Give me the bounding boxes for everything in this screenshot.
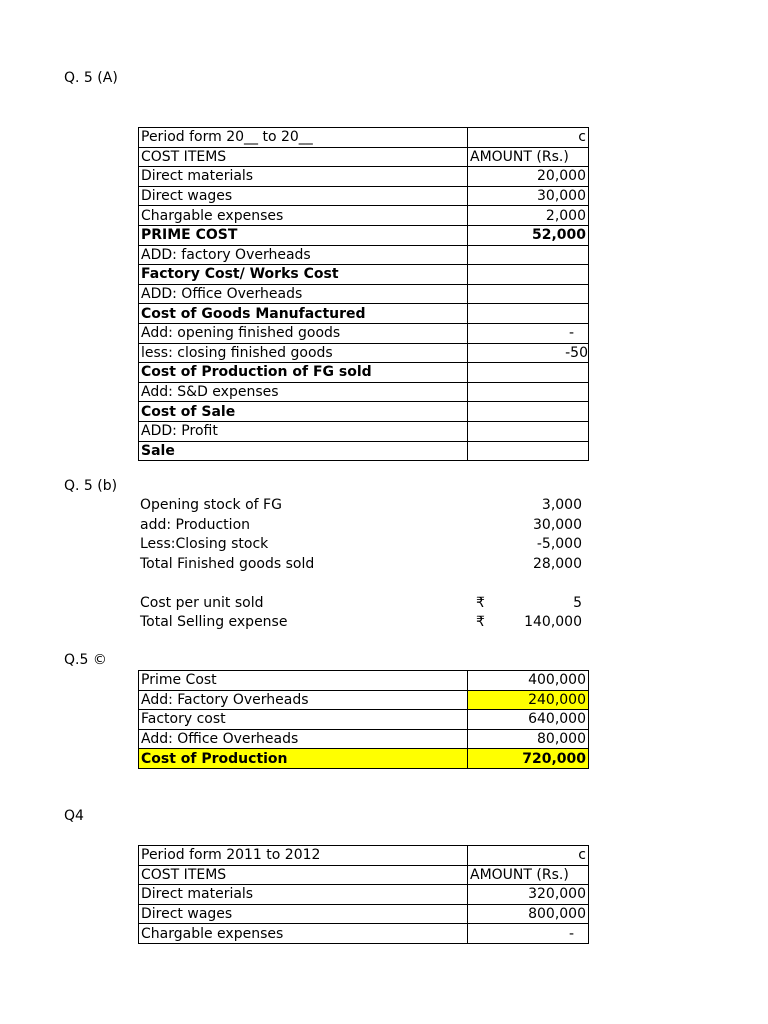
period-right-cell: c (468, 846, 589, 866)
q5c-heading: Q.5 © (64, 652, 107, 668)
q5b-calculation (140, 496, 584, 633)
item-value: -5,000 (536, 536, 582, 552)
row-value: 640,000 (468, 710, 589, 730)
item-label: Cost per unit sold (140, 594, 264, 611)
row-label: Add: Office Overheads (139, 729, 468, 749)
cost-items-header: COST ITEMS (139, 147, 468, 167)
row-value: - (468, 323, 589, 343)
q5c-cost-table (138, 670, 589, 769)
row-value (468, 363, 589, 383)
row-label: Cost of Production of FG sold (139, 363, 468, 383)
table-row (139, 885, 589, 905)
row-label: Factory Cost/ Works Cost (139, 265, 468, 285)
row-value: 720,000 (468, 749, 589, 769)
cost-items-header: COST ITEMS (139, 865, 468, 885)
table-row (139, 245, 589, 265)
item-value: 28,000 (533, 555, 582, 572)
table-header-row (139, 147, 589, 167)
table-row (139, 343, 589, 363)
list-item (140, 516, 584, 536)
item-label: Less:Closing stock (140, 536, 269, 552)
row-value (468, 402, 589, 422)
row-label: Cost of Production (139, 749, 468, 769)
q4-heading: Q4 (64, 808, 84, 824)
row-label: Factory cost (139, 710, 468, 730)
row-label: ADD: factory Overheads (139, 245, 468, 265)
row-value: 2,000 (468, 206, 589, 226)
table-row (139, 710, 589, 730)
row-label: Add: opening finished goods (139, 323, 468, 343)
row-label: Direct wages (139, 186, 468, 206)
rupee-symbol: ₹ (476, 594, 485, 611)
table-row (139, 206, 589, 226)
row-label: Chargable expenses (139, 206, 468, 226)
table-row (139, 284, 589, 304)
table-row-total (139, 441, 589, 461)
amount-header: AMOUNT (Rs.) (468, 147, 589, 167)
row-value-highlighted: 240,000 (468, 690, 589, 710)
table-row-total (139, 363, 589, 383)
row-value (468, 304, 589, 324)
table-row (139, 167, 589, 187)
row-value: 20,000 (468, 167, 589, 187)
row-label: Add: Factory Overheads (139, 690, 468, 710)
table-row-total (139, 304, 589, 324)
list-item-blank (140, 574, 584, 594)
row-label: less: closing finished goods (139, 343, 468, 363)
period-label: Period form 20__ to 20__ (139, 128, 468, 148)
table-row (139, 128, 589, 148)
row-value (468, 284, 589, 304)
q5a-heading: Q. 5 (A) (64, 70, 118, 86)
item-value: 3,000 (541, 497, 582, 513)
rupee-symbol: ₹ (476, 614, 485, 630)
list-item (140, 613, 584, 633)
item-label: Total Selling expense (140, 614, 288, 630)
row-value (468, 441, 589, 461)
row-value (468, 382, 589, 402)
row-value: 800,000 (468, 904, 589, 924)
table-row (139, 729, 589, 749)
item-label: Opening stock of FG (140, 497, 282, 513)
period-label: Period form 2011 to 2012 (139, 846, 468, 866)
row-value: 30,000 (468, 186, 589, 206)
table-row (139, 924, 589, 944)
row-label: ADD: Profit (139, 421, 468, 441)
table-row-total (139, 402, 589, 422)
table-row (139, 904, 589, 924)
list-item (140, 496, 584, 516)
row-value: 320,000 (468, 885, 589, 905)
q5a-cost-sheet-table (138, 127, 589, 461)
table-row (139, 186, 589, 206)
item-value: 5 (573, 594, 582, 611)
row-label: Add: S&D expenses (139, 382, 468, 402)
q4-cost-sheet-table (138, 845, 589, 944)
row-label: Direct wages (139, 904, 468, 924)
row-label: Cost of Goods Manufactured (139, 304, 468, 324)
table-row (139, 323, 589, 343)
list-item (140, 535, 584, 555)
row-value (468, 245, 589, 265)
row-value: 52,000 (468, 225, 589, 245)
table-row (139, 421, 589, 441)
table-row-total (139, 265, 589, 285)
item-label: Total Finished goods sold (140, 555, 315, 572)
table-row (139, 671, 589, 691)
item-value: 30,000 (533, 516, 582, 533)
row-label: Chargable expenses (139, 924, 468, 944)
row-label: Direct materials (139, 885, 468, 905)
row-value: 400,000 (468, 671, 589, 691)
period-right-cell: c (468, 128, 589, 148)
row-label: Prime Cost (139, 671, 468, 691)
row-label: Direct materials (139, 167, 468, 187)
row-label: ADD: Office Overheads (139, 284, 468, 304)
table-header-row (139, 865, 589, 885)
table-row-total (139, 225, 589, 245)
row-value: - (468, 924, 589, 944)
item-label: add: Production (140, 516, 251, 533)
row-label: Cost of Sale (139, 402, 468, 422)
row-value (468, 265, 589, 285)
row-label: PRIME COST (139, 225, 468, 245)
list-item (140, 594, 584, 614)
amount-header: AMOUNT (Rs.) (468, 865, 589, 885)
q5b-heading: Q. 5 (b) (64, 478, 118, 494)
row-value: -50 (468, 343, 589, 363)
row-value: 80,000 (468, 729, 589, 749)
item-value: 140,000 (524, 614, 582, 630)
list-item (140, 555, 584, 575)
row-value (468, 421, 589, 441)
table-row (139, 382, 589, 402)
row-label: Sale (139, 441, 468, 461)
table-row-total-highlighted (139, 749, 589, 769)
table-row (139, 846, 589, 866)
table-row (139, 690, 589, 710)
